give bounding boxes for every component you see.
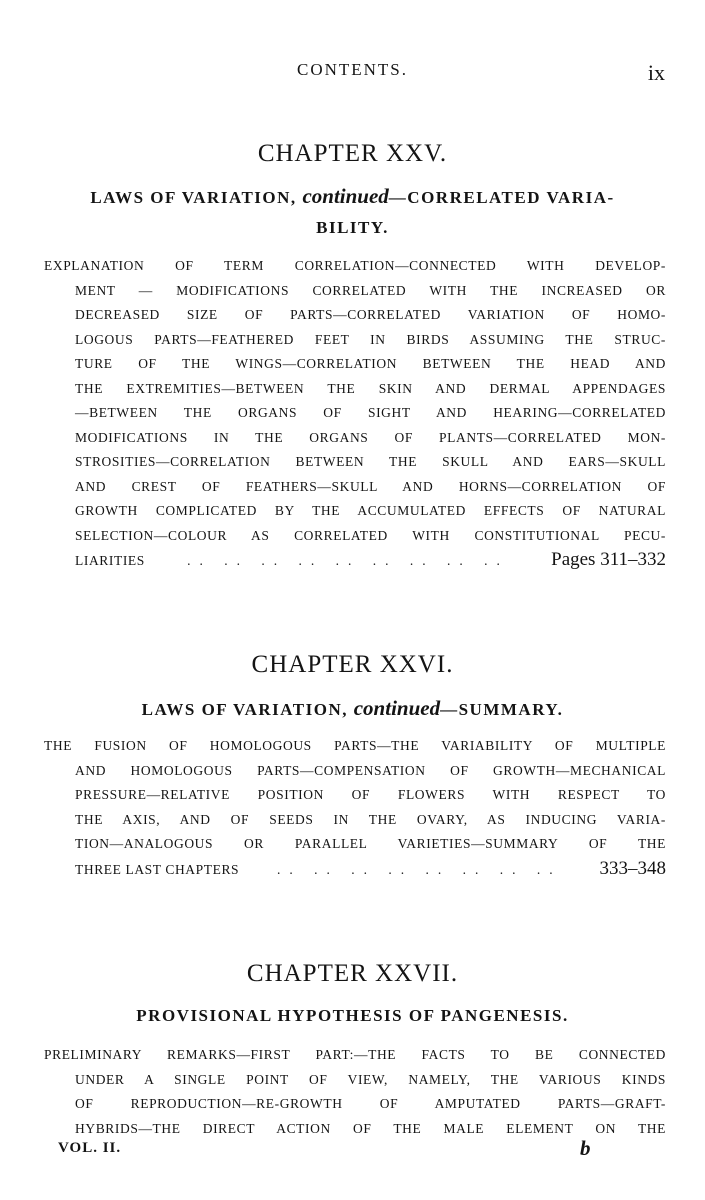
- summary-line: EXPLANATION OF TERM CORRELATION—CONNECTED WITH DEVELOP-: [44, 258, 666, 273]
- chapter-title: CHAPTER XXV.: [257, 140, 448, 167]
- summary-last-line: [44, 857, 666, 882]
- volume-marker: VOL. II.: [58, 1140, 122, 1156]
- chapter-subtitle: [40, 1001, 665, 1031]
- signature-mark: b: [580, 1136, 591, 1160]
- chapter-title: CHAPTER XXVI.: [251, 651, 454, 678]
- summary-line: TION—ANALOGOUS OR PARALLEL VARIETIES—SUMMARY OF THE: [75, 836, 666, 851]
- chapter-subtitle-line: [40, 693, 665, 725]
- summary-line: THE AXIS, AND OF SEEDS IN THE OVARY, AS INDUCING VARIA-: [75, 811, 666, 827]
- summary-line: UNDER A SINGLE POINT OF VIEW, NAMELY, THE VARIOUS KINDS: [75, 1071, 666, 1087]
- chapter-subtitle-line: BILITY.: [316, 218, 389, 237]
- summary-line: THE EXTREMITIES—BETWEEN THE SKIN AND DERMAL APPENDAGES: [75, 380, 666, 396]
- summary-line: OF REPRODUCTION—RE-GROWTH OF AMPUTATED PARTS—GRAFT-: [75, 1096, 666, 1111]
- page-range: 333–348: [599, 857, 666, 879]
- summary-line: HYBRIDS—THE DIRECT ACTION OF THE MALE ELEMENT ON THE: [75, 1120, 666, 1136]
- chapter-summary: [44, 734, 666, 881]
- summary-line: PRELIMINARY REMARKS—FIRST PART:—THE FACTS TO BE CONNECTED: [44, 1047, 666, 1062]
- page-number: ix: [647, 60, 665, 85]
- chapter-subtitle: [40, 693, 665, 725]
- summary-line-end: LIARITIES: [75, 553, 145, 568]
- summary-line-end: THREE LAST CHAPTERS: [75, 861, 240, 877]
- chapter-subtitle-line: PROVISIONAL HYPOTHESIS OF PANGENESIS.: [136, 1006, 569, 1025]
- summary-line: DECREASED SIZE OF PARTS—CORRELATED VARIATION OF HOMO-: [75, 307, 666, 322]
- summary-line: MENT — MODIFICATIONS CORRELATED WITH THE INCREASED OR: [75, 282, 666, 298]
- subtitle-text: LAWS OF VARIATION,: [90, 188, 303, 207]
- subtitle-text: LAWS OF VARIATION,: [141, 700, 354, 719]
- page-footer: [58, 1136, 658, 1166]
- chapter-summary: [44, 1043, 666, 1141]
- summary-line: AND HOMOLOGOUS PARTS—COMPENSATION OF GROWTH—MECHANICAL: [75, 762, 666, 778]
- page-range: Pages 311–332: [551, 549, 666, 570]
- summary-line: —BETWEEN THE ORGANS OF SIGHT AND HEARING—CORRELATED: [75, 405, 666, 420]
- summary-line: GROWTH COMPLICATED BY THE ACCUMULATED EFFECTS OF NATURAL: [75, 503, 666, 518]
- summary-line: LOGOUS PARTS—FEATHERED FEET IN BIRDS ASSUMING THE STRUC-: [75, 331, 666, 347]
- subtitle-italic: continued: [302, 184, 389, 208]
- subtitle-text: —SUMMARY.: [440, 700, 564, 719]
- chapter-subtitle: [40, 181, 665, 243]
- summary-line: MODIFICATIONS IN THE ORGANS OF PLANTS—CORRELATED MON-: [75, 429, 666, 445]
- dot-leader: .. .. .. .. .. .. .. .. ..: [187, 553, 509, 568]
- chapter-summary: [44, 254, 666, 573]
- summary-line: AND CREST OF FEATHERS—SKULL AND HORNS—CORRELATION OF: [75, 478, 666, 494]
- summary-line: THE FUSION OF HOMOLOGOUS PARTS—THE VARIABILITY OF MULTIPLE: [44, 738, 666, 753]
- summary-last-line: [44, 548, 666, 573]
- summary-line: PRESSURE—RELATIVE POSITION OF FLOWERS WITH RESPECT TO: [75, 787, 666, 802]
- dot-leader: .. .. .. .. .. .. .. ..: [277, 861, 562, 877]
- chapter-title: CHAPTER XXVII.: [246, 960, 459, 987]
- running-title: CONTENTS.: [296, 60, 409, 79]
- summary-line: SELECTION—COLOUR AS CORRELATED WITH CONSTITUTIONAL PECU-: [75, 527, 666, 543]
- subtitle-italic: continued: [353, 696, 441, 720]
- summary-line: STROSITIES—CORRELATION BETWEEN THE SKULL AND EARS—SKULL: [75, 454, 666, 469]
- chapter-subtitle-line: [40, 181, 665, 213]
- summary-line: TURE OF THE WINGS—CORRELATION BETWEEN THE HEAD AND: [75, 356, 666, 371]
- subtitle-text: —CORRELATED VARIA-: [388, 188, 615, 207]
- running-head: [0, 60, 705, 84]
